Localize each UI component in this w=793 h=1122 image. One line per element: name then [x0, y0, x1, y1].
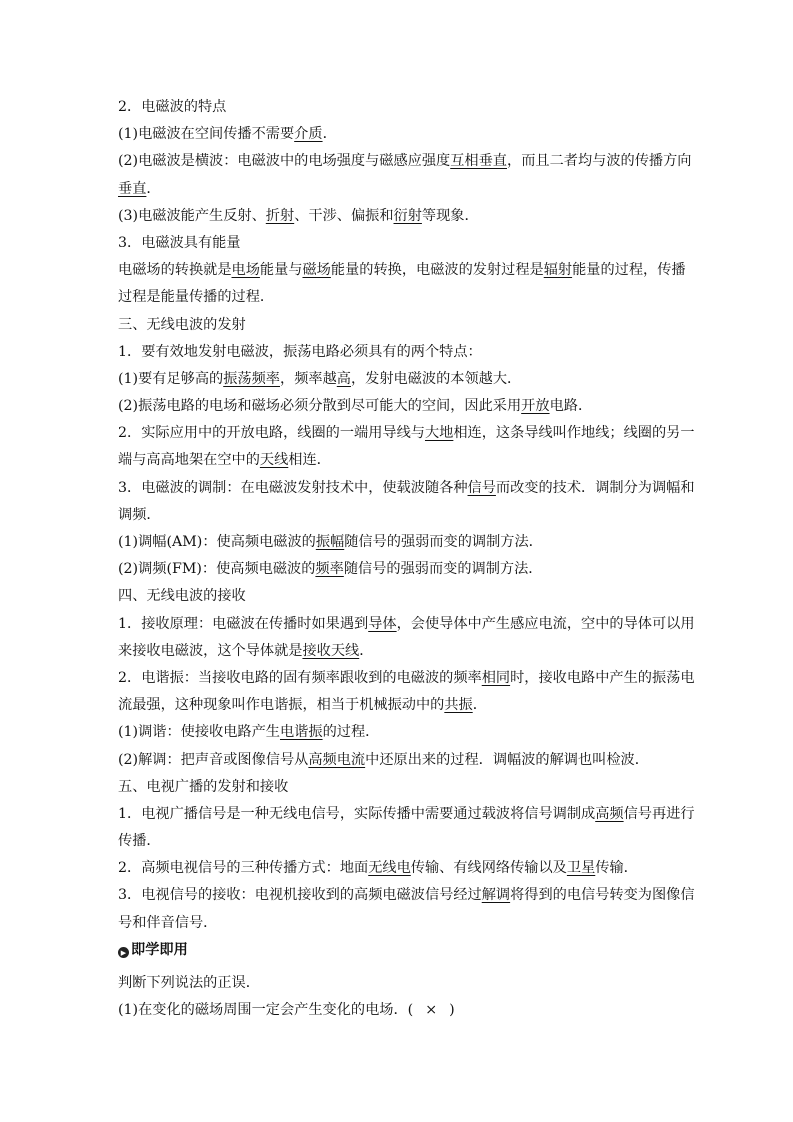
play-circle-icon: ▶ — [118, 947, 129, 958]
paragraph: 1．要有效地发射电磁波，振荡电路必须具有的两个特点： — [118, 343, 482, 360]
answer-blank: 共振 — [444, 697, 473, 714]
answer-blank: 互相垂直 — [450, 153, 507, 170]
paragraph: 过程是能量传播的过程． — [118, 289, 275, 306]
paragraph — [118, 611, 695, 638]
text: 中还原出来的过程．调幅波的解调也叫检波． — [365, 751, 649, 768]
paragraph — [118, 855, 680, 882]
answer-blank: 信号 — [467, 479, 496, 496]
text: 流最强，这种现象叫作电谐振，相当于机械振动中的 — [118, 697, 445, 714]
paragraph — [118, 393, 680, 420]
text: ． — [322, 126, 337, 143]
answer-blank: 卫星 — [566, 860, 596, 877]
question-item — [118, 997, 680, 1024]
answer-blank: 电场 — [231, 262, 260, 279]
paragraph — [118, 529, 680, 556]
paragraph — [118, 638, 680, 665]
answer-blank: 衍射 — [393, 207, 422, 224]
text: 电路． — [549, 398, 593, 415]
text: ，发射电磁波的本领越大． — [350, 370, 522, 387]
chapter-heading: 五、电视广播的发射和接收 — [118, 778, 289, 795]
text: (2)电磁波是横波：电磁波中的电场强度与磁感应强度 — [118, 153, 451, 170]
text: (2)振荡电路的电场和磁场必须分散到尽可能大的空间，因此采用 — [118, 398, 522, 415]
answer-blank: 开放 — [521, 398, 550, 415]
answer-blank: 高 — [336, 370, 351, 387]
text: 相连，这条导线叫作地线；线圈的另一 — [453, 425, 695, 442]
study-heading — [118, 937, 680, 964]
paragraph: 调频． — [118, 506, 161, 523]
text: ) — [449, 1002, 455, 1019]
text: 1．接收原理：电磁波在传播时如果遇到 — [118, 615, 369, 632]
text: 将得到的电信号转变为图像信 — [510, 887, 695, 904]
answer-blank: 垂直 — [118, 180, 147, 197]
answer-blank: 无线电 — [368, 860, 411, 877]
chapter-heading: 四、无线电波的接收 — [118, 588, 246, 605]
document-body — [118, 94, 695, 1024]
text: 2．实际应用中的开放电路，线圈的一端用导线与 — [118, 425, 425, 442]
text: 电磁场的转换就是 — [118, 262, 232, 279]
paragraph — [118, 665, 695, 692]
paragraph — [118, 203, 680, 230]
answer-mark: × — [425, 1002, 438, 1019]
paragraph — [118, 257, 686, 284]
paragraph — [118, 556, 680, 583]
paragraph — [118, 148, 692, 175]
text: ． — [359, 642, 374, 659]
text: 3．电视信号的接收：电视机接收到的高频电磁波信号经过 — [118, 887, 482, 904]
text: 能量的转换，电磁波的发射过程是 — [330, 262, 544, 279]
answer-blank: 相同 — [481, 669, 511, 686]
text: (3)电磁波能产生反射、 — [118, 207, 266, 224]
paragraph — [118, 121, 680, 148]
text: 信号再进行 — [623, 805, 695, 822]
text: 而改变的技术．调制分为调幅和 — [495, 479, 695, 496]
text: 随信号的强弱而变的调制方法． — [344, 534, 543, 550]
text: 相连． — [288, 452, 331, 469]
text: (2)解调：把声音或图像信号从 — [118, 751, 309, 768]
text: 传输、有线网络传输以及 — [410, 860, 567, 877]
text: 传输． — [595, 860, 638, 877]
text: 端与高高地架在空中的 — [118, 452, 260, 469]
text: (1)要有足够高的 — [118, 370, 224, 387]
text: 3．电磁波的调制：在电磁波发射技术中，使载波随各种 — [118, 479, 468, 496]
answer-blank: 大地 — [424, 425, 454, 442]
answer-blank: 折射 — [265, 207, 295, 224]
answer-blank: 磁场 — [302, 262, 331, 279]
text: 、干涉、偏振和 — [294, 207, 394, 224]
answer-blank: 辐射 — [543, 262, 573, 279]
text: ，会使导体中产生感应电流，空中的导体可以用 — [396, 615, 695, 632]
section-heading: 3．电磁波具有能量 — [118, 234, 241, 251]
question-text: (1)在变化的磁场周围一定会产生变化的电场．( — [118, 1002, 414, 1019]
text: 1．电视广播信号是一种无线电信号，实际传播中需要通过载波将信号调制成 — [118, 805, 596, 822]
answer-blank: 电谐振 — [279, 724, 323, 741]
text: (2)调频(FM)：使高频电磁波的 — [118, 561, 316, 578]
answer-blank: 振荡频率 — [223, 370, 280, 387]
study-label: 即学即用 — [131, 941, 188, 958]
text: ． — [472, 697, 487, 714]
answer-blank: 高频电流 — [308, 751, 366, 768]
text: ，频率越 — [280, 370, 337, 387]
paragraph — [118, 366, 680, 393]
text: (1)调幅(AM)：使高频电磁波的 — [118, 534, 316, 550]
paragraph — [118, 692, 680, 719]
paragraph — [118, 747, 680, 774]
paragraph — [118, 176, 680, 203]
text: 能量与 — [259, 262, 303, 279]
paragraph: 号和伴音信号． — [118, 914, 218, 931]
text: 能量的过程，传播 — [572, 262, 686, 279]
text: ，而且二者均与波的传播方向 — [507, 153, 692, 170]
text: (1)调谐：使接收电路产生 — [118, 724, 280, 741]
text: ． — [146, 180, 161, 197]
text: 等现象． — [421, 207, 479, 224]
text: 2．高频电视信号的三种传播方式：地面 — [118, 860, 369, 877]
answer-blank: 频率 — [315, 561, 344, 578]
chapter-heading: 三、无线电波的发射 — [118, 316, 246, 333]
text: 时，接收电路中产生的振荡电 — [510, 669, 695, 686]
paragraph: 判断下列说法的正误． — [118, 975, 260, 991]
paragraph — [118, 719, 680, 746]
answer-blank: 解调 — [481, 887, 511, 904]
paragraph — [118, 475, 695, 502]
text: 的过程． — [322, 724, 380, 741]
text: 2．电谐振：当接收电路的固有频率跟收到的电磁波的频率 — [118, 669, 482, 686]
text: (1)电磁波在空间传播不需要 — [118, 126, 295, 143]
paragraph: 传播． — [118, 833, 161, 850]
answer-blank: 天线 — [259, 452, 289, 469]
answer-blank: 接收天线 — [302, 642, 360, 659]
text: 随信号的强弱而变的调制方法． — [343, 561, 543, 578]
answer-blank: 高频 — [595, 805, 624, 822]
answer-blank: 介质 — [294, 126, 323, 143]
paragraph — [118, 420, 695, 447]
paragraph — [118, 801, 695, 828]
paragraph — [118, 882, 695, 909]
paragraph — [118, 447, 680, 474]
answer-blank: 导体 — [368, 615, 397, 632]
answer-blank: 振幅 — [315, 534, 345, 550]
section-heading: 2．电磁波的特点 — [118, 99, 227, 115]
text: 来接收电磁波，这个导体就是 — [118, 642, 303, 659]
